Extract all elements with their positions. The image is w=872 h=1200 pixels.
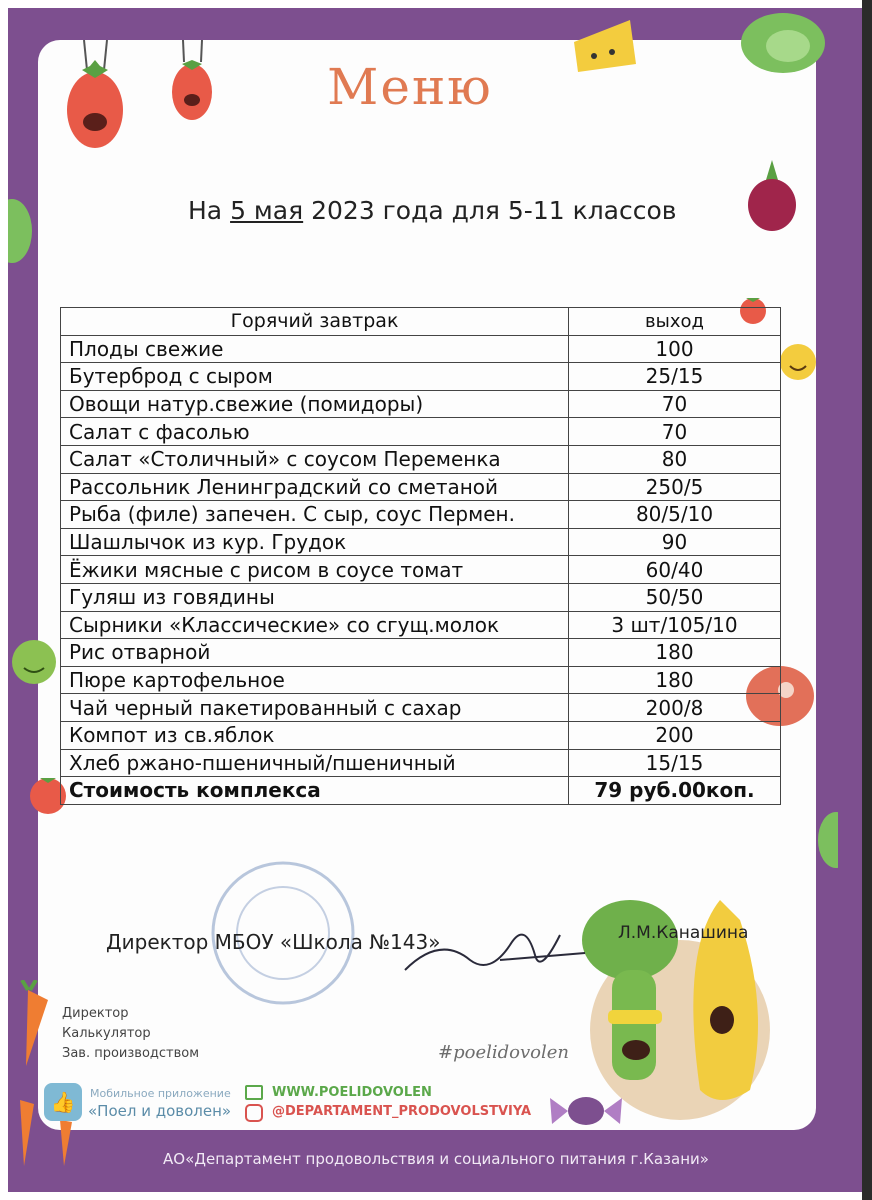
dish-name: Сырники «Классические» со сгущ.молок <box>61 611 569 639</box>
table-row <box>61 418 781 446</box>
dish-qty: 200/8 <box>569 694 781 722</box>
director-title: Директор МБОУ «Школа №143» <box>106 930 441 954</box>
dish-qty: 180 <box>569 639 781 667</box>
dish-qty: 180 <box>569 666 781 694</box>
total-price: 79 руб.00коп. <box>569 777 781 805</box>
table-row <box>61 445 781 473</box>
director-name: Л.М.Канашина <box>618 923 749 943</box>
dish-qty: 50/50 <box>569 583 781 611</box>
dish-qty: 15/15 <box>569 749 781 777</box>
dish-qty: 100 <box>569 335 781 363</box>
dish-name: Компот из св.яблок <box>61 721 569 749</box>
subtitle-suffix: 2023 года для 5-11 классов <box>303 196 677 225</box>
dish-column-header: Горячий завтрак <box>61 308 569 336</box>
dish-name: Ёжики мясные с рисом в соусе томат <box>61 556 569 584</box>
instagram-link[interactable]: @DEPARTAMENT_PRODOVOLSTVIYA <box>272 1104 532 1119</box>
menu-title: Меню <box>327 58 493 116</box>
table-row <box>61 666 781 694</box>
dish-name: Чай черный пакетированный с сахар <box>61 694 569 722</box>
table-row <box>61 583 781 611</box>
dish-qty: 90 <box>569 528 781 556</box>
thumbs-up-icon: 👍 <box>44 1083 82 1121</box>
signatory-production-head: Зав. производством <box>62 1046 200 1061</box>
dish-qty: 80 <box>569 445 781 473</box>
dish-name: Рис отварной <box>61 639 569 667</box>
dish-qty: 80/5/10 <box>569 501 781 529</box>
subtitle-prefix: На <box>188 196 231 225</box>
dish-name: Рассольник Ленинградский со сметаной <box>61 473 569 501</box>
table-row <box>61 528 781 556</box>
table-row <box>61 363 781 391</box>
table-row <box>61 390 781 418</box>
carrot-left-illustration <box>8 980 58 1070</box>
app-name: «Поел и доволен» <box>88 1102 232 1120</box>
table-header-row <box>61 308 781 336</box>
table-row <box>61 611 781 639</box>
total-label: Стоимость комплекса <box>61 777 569 805</box>
dish-name: Пюре картофельное <box>61 666 569 694</box>
total-row <box>61 777 781 805</box>
dish-qty: 3 шт/105/10 <box>569 611 781 639</box>
dish-qty: 60/40 <box>569 556 781 584</box>
signatory-director: Директор <box>62 1006 129 1021</box>
dish-name: Овощи натур.свежие (помидоры) <box>61 390 569 418</box>
table-row <box>61 556 781 584</box>
candy-illustration <box>546 1088 626 1134</box>
table-row <box>61 721 781 749</box>
lettuce-right-illustration <box>818 810 838 870</box>
dish-name: Салат «Столичный» с соусом Переменка <box>61 445 569 473</box>
menu-date: 5 мая <box>230 196 304 225</box>
dish-name: Салат с фасолью <box>61 418 569 446</box>
dish-qty: 250/5 <box>569 473 781 501</box>
apple-left-illustration <box>8 630 60 690</box>
website-link[interactable]: WWW.POELIDOVOLEN <box>272 1085 432 1100</box>
qty-column-header: выход <box>569 308 781 336</box>
instagram-icon <box>245 1104 263 1122</box>
dish-name: Гуляш из говядины <box>61 583 569 611</box>
dish-name: Бутерброд с сыром <box>61 363 569 391</box>
signatories-list <box>62 1004 199 1064</box>
table-row <box>61 639 781 667</box>
dish-qty: 70 <box>569 390 781 418</box>
dish-name: Шашлычок из кур. Грудок <box>61 528 569 556</box>
footer-organization: АО«Департамент продовольствия и социального питания г.Казани» <box>163 1150 709 1168</box>
dish-qty: 25/15 <box>569 363 781 391</box>
dish-name: Плоды свежие <box>61 335 569 363</box>
app-label: Мобильное приложение <box>90 1087 231 1100</box>
lettuce-left-illustration <box>8 196 32 266</box>
table-row <box>61 473 781 501</box>
table-row <box>61 749 781 777</box>
menu-table <box>60 307 781 805</box>
beet-illustration <box>742 160 802 240</box>
scan-edge <box>862 0 872 1200</box>
dish-qty: 200 <box>569 721 781 749</box>
table-row <box>61 694 781 722</box>
dish-name: Хлеб ржано-пшеничный/пшеничный <box>61 749 569 777</box>
dish-qty: 70 <box>569 418 781 446</box>
hashtag: #poelidovolen <box>438 1042 569 1063</box>
table-row <box>61 501 781 529</box>
lemon-illustration <box>776 340 820 384</box>
dish-name: Рыба (филе) запечен. С сыр, соус Пермен. <box>61 501 569 529</box>
signatory-calculator: Калькулятор <box>62 1026 151 1041</box>
web-icon <box>245 1085 263 1100</box>
menu-subtitle <box>188 196 677 225</box>
table-row <box>61 335 781 363</box>
